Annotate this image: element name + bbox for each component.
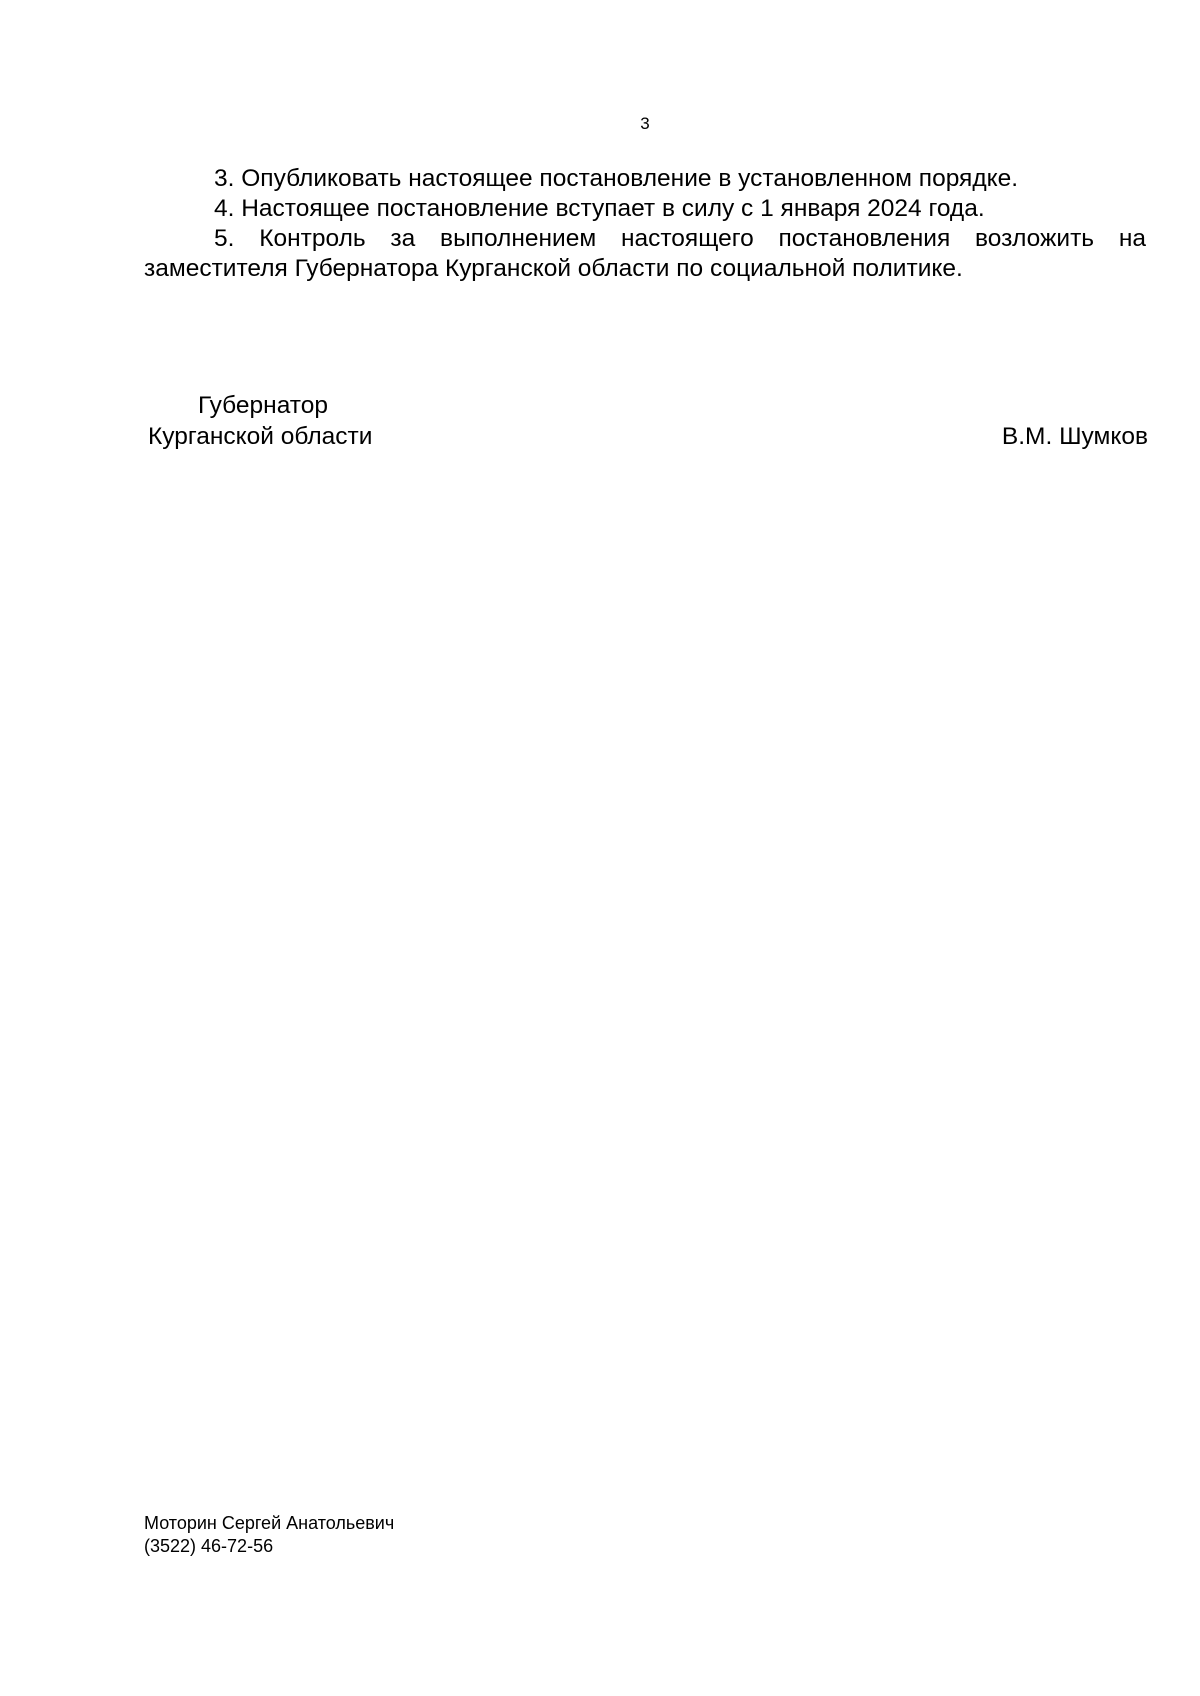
executor-phone: (3522) 46-72-56 bbox=[144, 1536, 274, 1556]
paragraph-control: 5. Контроль за выполнением настоящего постановления возложить на заместителя Губернатора Курганской области по социальной политике. bbox=[144, 225, 1146, 282]
signature-title-block bbox=[148, 390, 372, 452]
document-body bbox=[144, 164, 1146, 284]
paragraph-publish: 3. Опубликовать настоящее постановление в установленном порядке. bbox=[214, 165, 1019, 192]
signature-region: Курганской области bbox=[148, 423, 373, 450]
executor-name: Моторин Сергей Анатольевич bbox=[144, 1513, 395, 1533]
paragraph-effective-date: 4. Настоящее постановление вступает в силу с 1 января 2024 года. bbox=[214, 195, 985, 222]
signature-position: Губернатор bbox=[198, 392, 328, 419]
executor-block bbox=[144, 1512, 394, 1558]
signature-name: В.М. Шумков bbox=[1001, 423, 1148, 450]
page-number: 3 bbox=[640, 114, 650, 133]
